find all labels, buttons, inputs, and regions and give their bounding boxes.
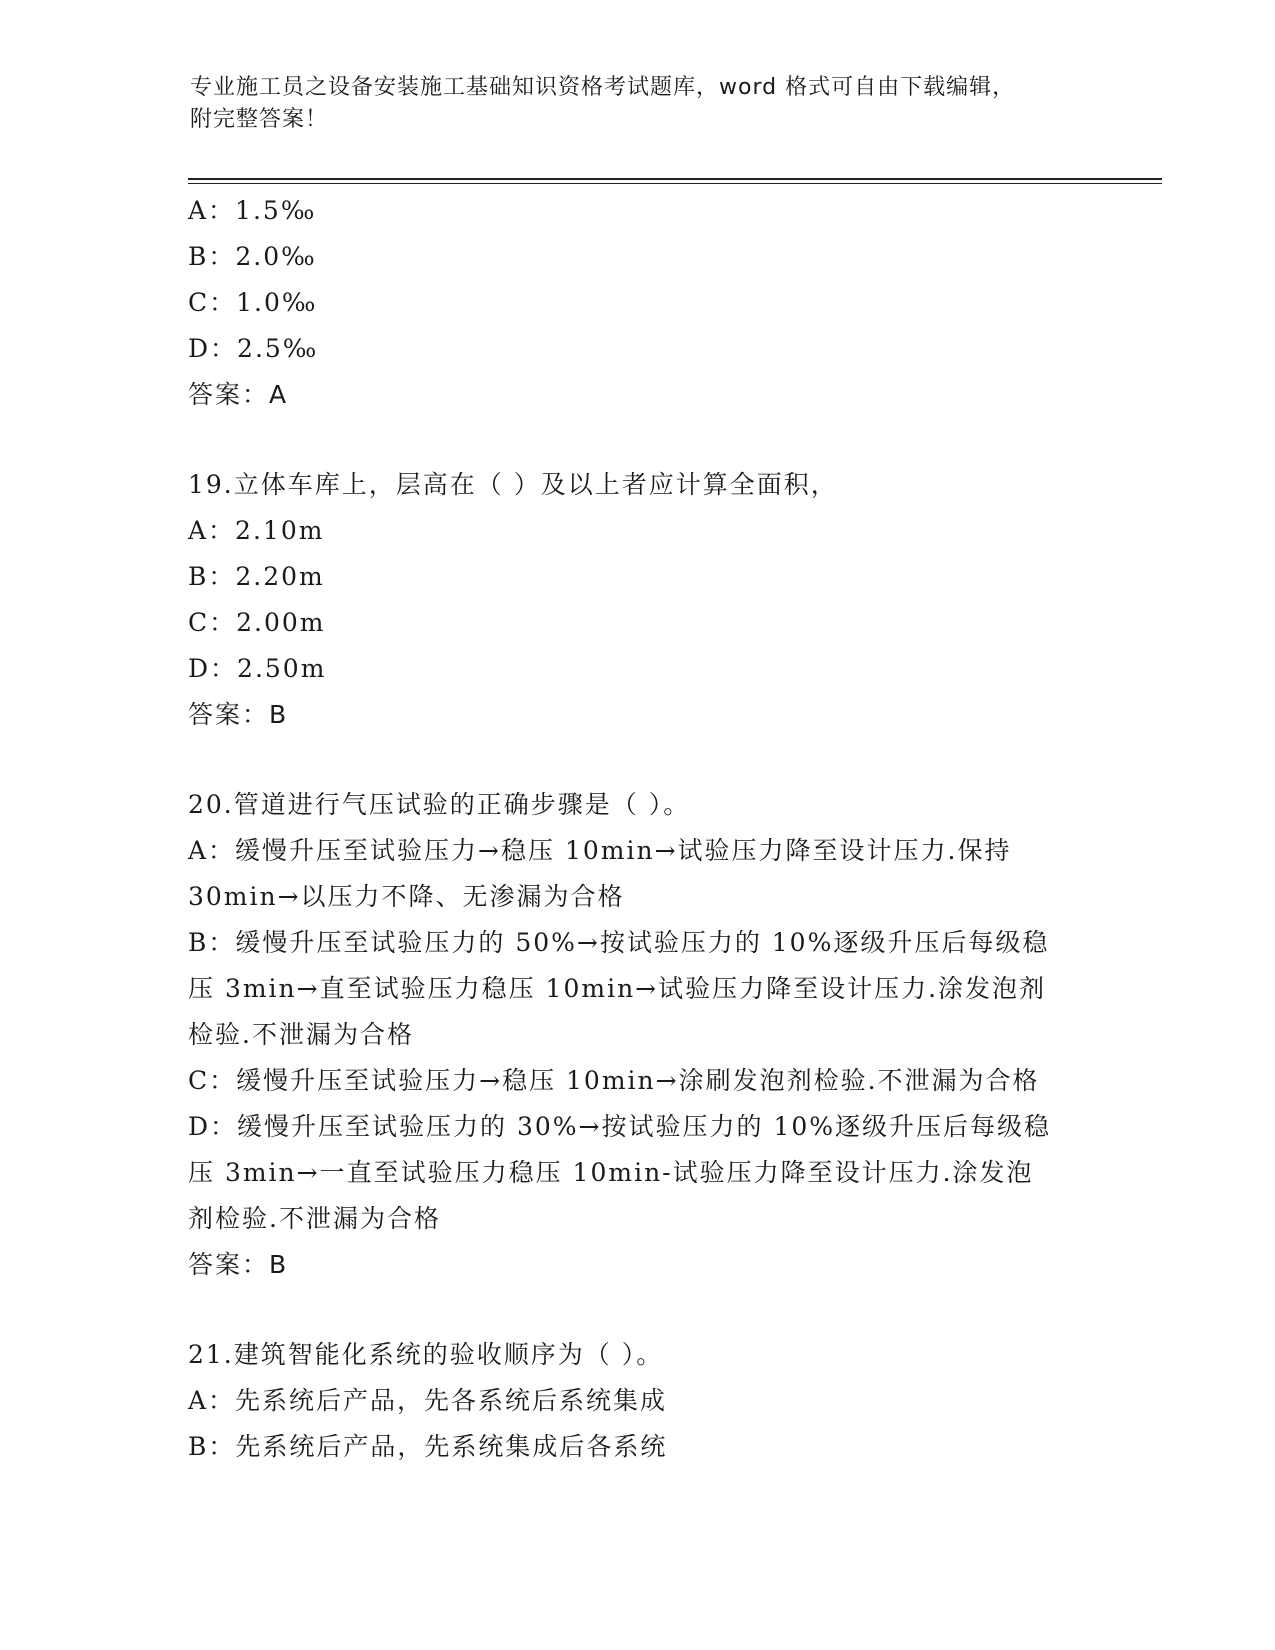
spacer [188,1288,1098,1332]
option-c: C：1.0‰ [188,288,318,317]
option-line: A：缓慢升压至试验压力→稳压 10min→试验压力降至设计压力.保持 [188,836,1012,865]
spacer [188,418,1098,462]
answer: 答案：A [188,380,289,409]
option-d: D：2.50m [188,654,327,683]
question-21 [188,1332,1098,1470]
spacer [188,738,1098,782]
option-b: B：先系统后产品，先系统集成后各系统 [188,1432,668,1461]
option-line: 压 3min→一直至试验压力稳压 10min-试验压力降至设计压力.涂发泡 [188,1158,1034,1187]
header-line-2: 附完整答案！ [190,107,329,132]
option-c: C：2.00m [188,608,326,637]
option-line: 压 3min→直至试验压力稳压 10min→试验压力降至设计压力.涂发泡剂 [188,974,1047,1003]
option-line: B：缓慢升压至试验压力的 50%→按试验压力的 10%逐级升压后每级稳 [188,928,1050,957]
question-18 [188,188,1098,418]
option-line: D：缓慢升压至试验压力的 30%→按试验压力的 10%逐级升压后每级稳 [188,1112,1052,1141]
option-line: 检验.不泄漏为合格 [188,1020,414,1049]
question-19 [188,462,1098,738]
answer: 答案：B [188,1250,289,1279]
question-list [188,188,1098,1470]
header-line-1: 专业施工员之设备安装施工基础知识资格考试题库，word 格式可自由下载编辑， [190,75,1016,100]
option-d: D：2.5‰ [188,334,319,363]
question-text: 19.立体车库上，层高在（ ）及以上者应计算全面积， [188,470,838,499]
option-line: C：缓慢升压至试验压力→稳压 10min→涂刷发泡剂检验.不泄漏为合格 [188,1066,1040,1095]
option-b: B：2.0‰ [188,242,317,271]
header-divider-thick [188,178,1162,180]
option-line: 剂检验.不泄漏为合格 [188,1204,441,1233]
header-divider-thin [188,183,1162,184]
question-text: 20.管道进行气压试验的正确步骤是（ ）。 [188,790,691,819]
document-header [190,72,1070,136]
question-20 [188,782,1098,1288]
answer: 答案：B [188,700,289,729]
option-b: B：2.20m [188,562,325,591]
option-a: A：2.10m [188,516,325,545]
question-text: 21.建筑智能化系统的验收顺序为（ ）。 [188,1340,664,1369]
option-line: 30min→以压力不降、无渗漏为合格 [188,882,625,911]
option-a: A：1.5‰ [188,196,317,225]
option-a: A：先系统后产品，先各系统后系统集成 [188,1386,668,1415]
